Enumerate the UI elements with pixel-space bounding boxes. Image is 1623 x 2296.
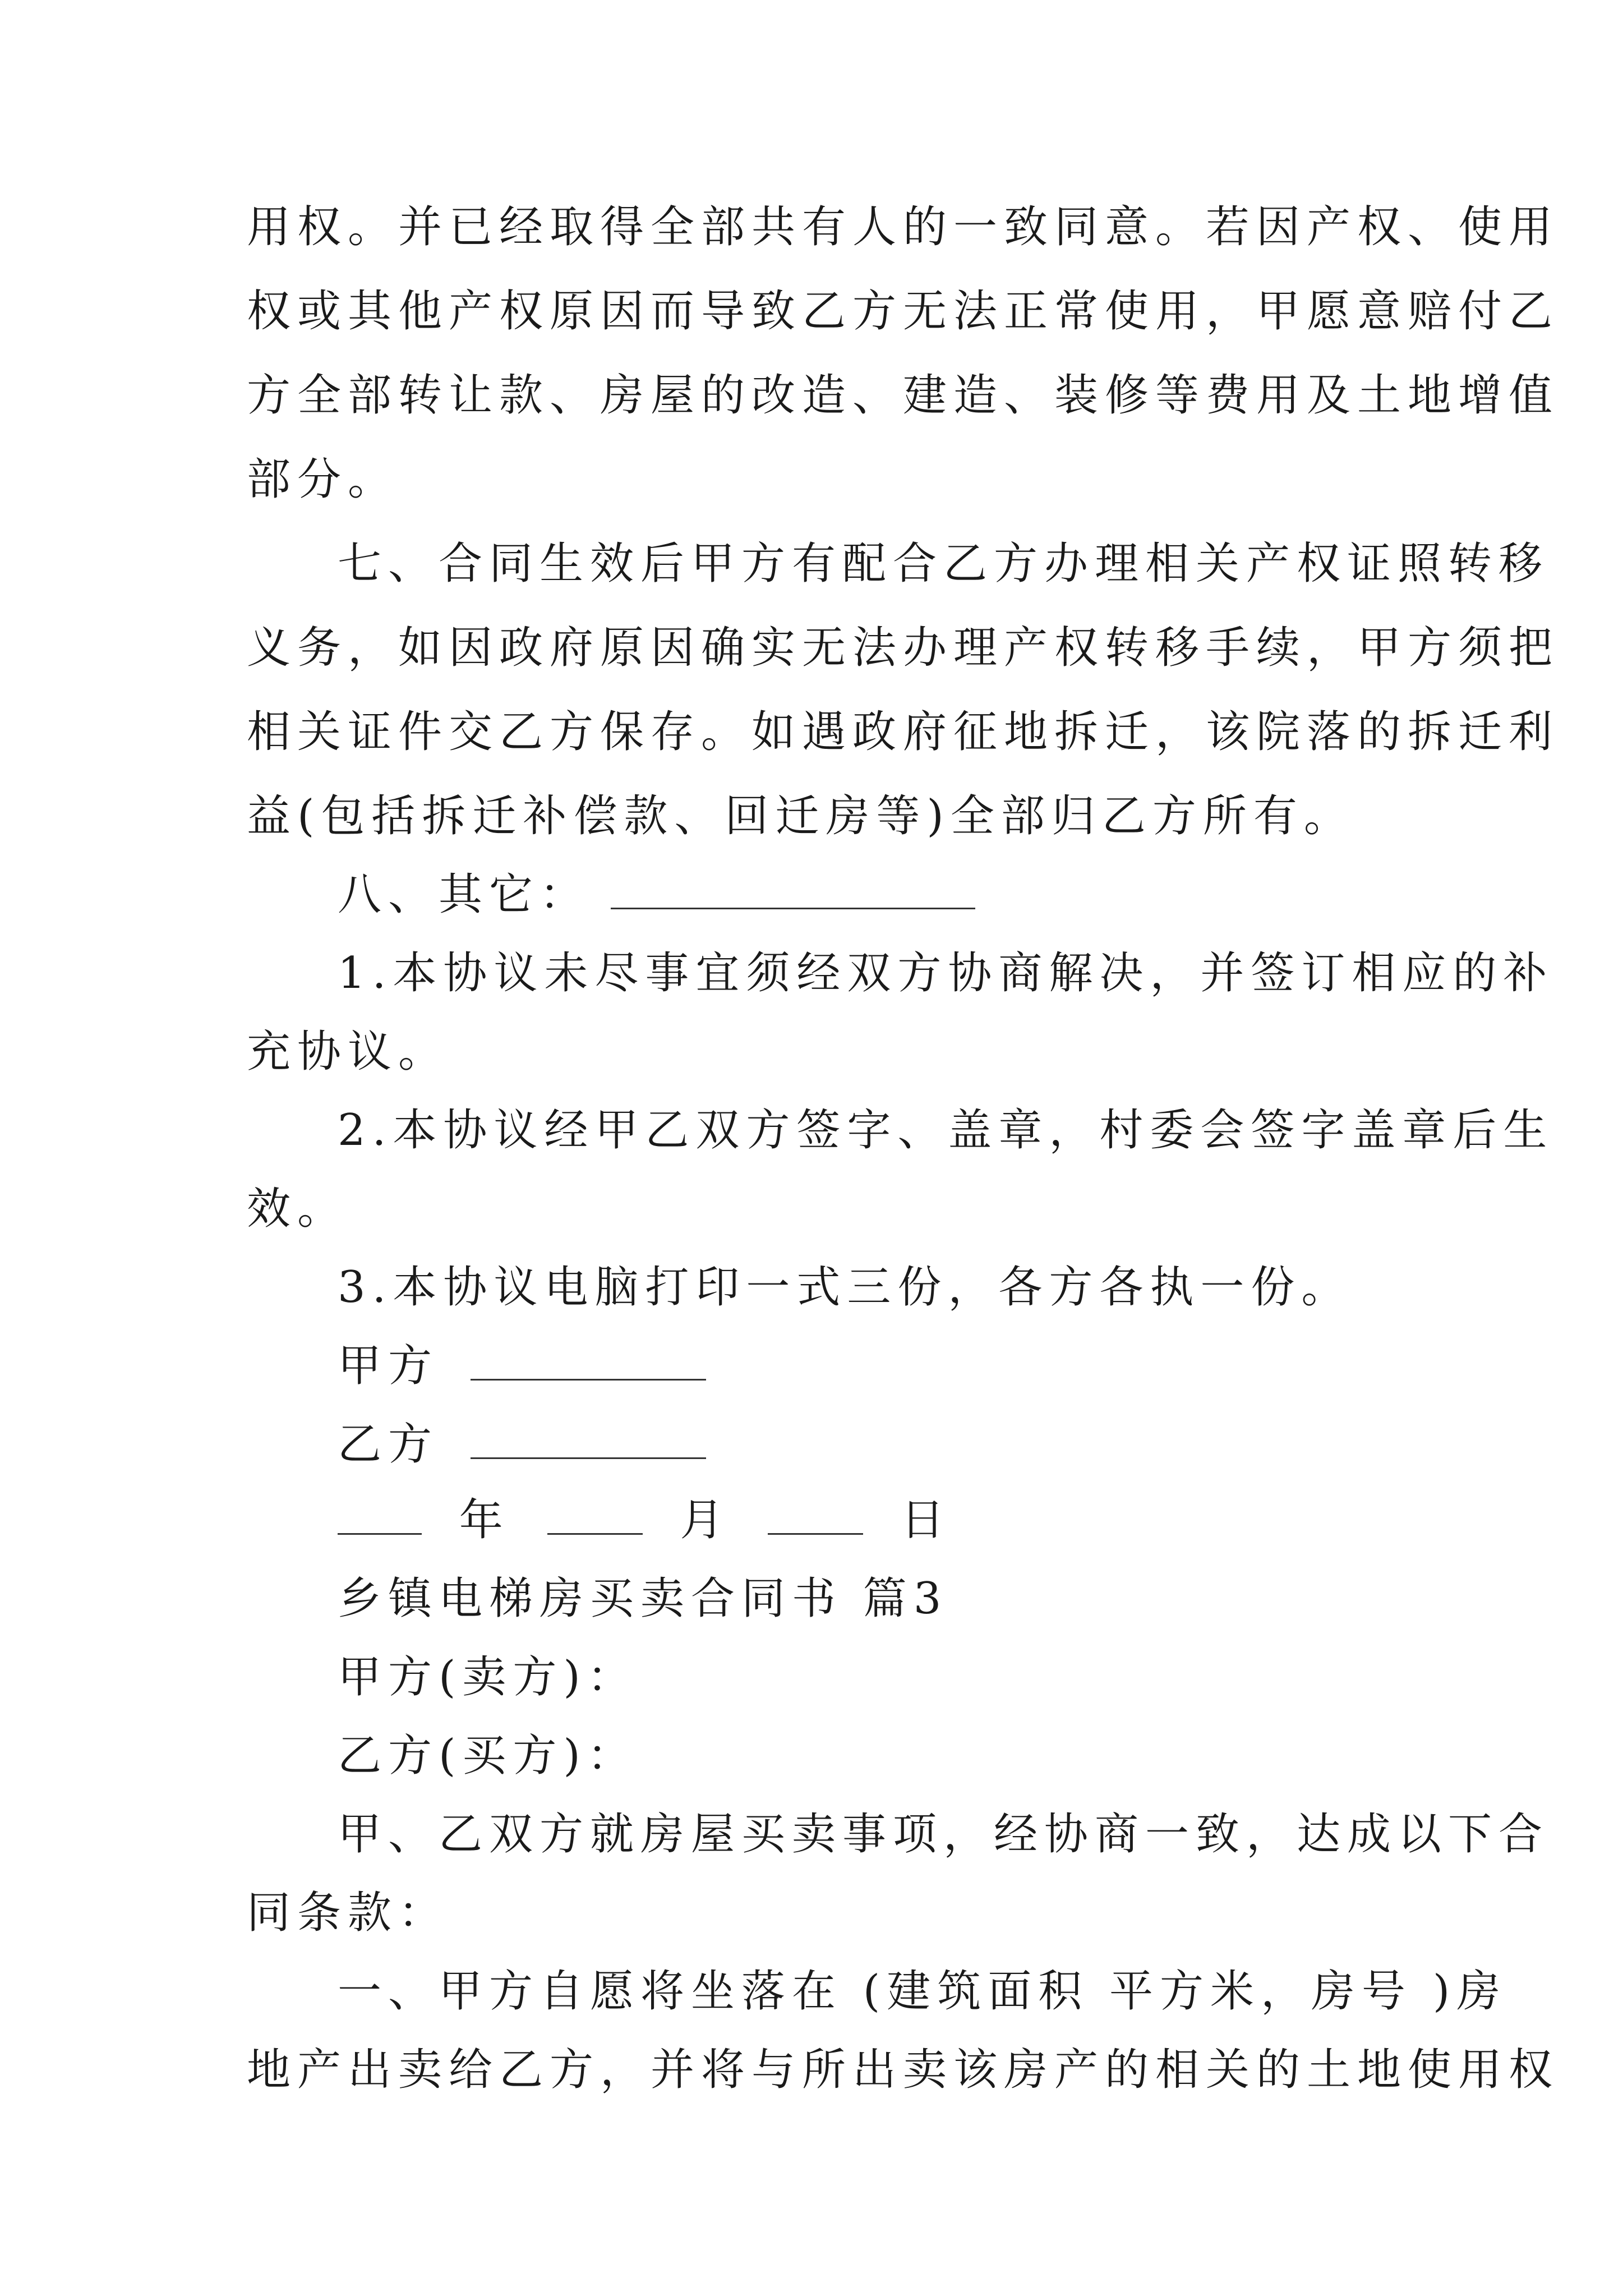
text-line: 同条款： xyxy=(247,1888,449,1938)
text-line: 乙方(买方)： xyxy=(338,1731,638,1781)
party-a-blank[interactable] xyxy=(471,1340,706,1381)
text-line: 2.本协议经甲乙双方签字、盖章，村委会签字盖章后生 xyxy=(338,1105,1554,1156)
party-b-label: 乙方 xyxy=(338,1419,439,1470)
month-blank[interactable] xyxy=(547,1494,643,1535)
text-line: 充协议。 xyxy=(247,1027,449,1077)
section-heading: 乡镇电梯房买卖合同书 篇3 xyxy=(338,1573,948,1624)
year-label: 年 xyxy=(459,1495,510,1545)
text-line: 方全部转让款、房屋的改造、建造、装修等费用及土地增值 xyxy=(247,370,1560,421)
text-line: 效。 xyxy=(247,1184,348,1234)
day-blank[interactable] xyxy=(768,1494,863,1535)
date-line xyxy=(338,1492,1482,1548)
blank-line[interactable] xyxy=(611,868,975,909)
year-blank[interactable] xyxy=(338,1494,422,1535)
party-a-label: 甲方 xyxy=(338,1341,439,1391)
text-line: 益(包括拆迁补偿款、回迁房等)全部归乙方所有。 xyxy=(247,791,1354,841)
text-line: 部分。 xyxy=(247,454,399,505)
text-line: 地产出卖给乙方，并将与所出卖该房产的相关的土地使用权 xyxy=(247,2045,1560,2095)
party-a-signature xyxy=(338,1338,1482,1394)
text-line: 甲、乙双方就房屋买卖事项，经协商一致，达成以下合 xyxy=(338,1809,1550,1860)
clause-eight-label: 八、其它： xyxy=(338,869,591,920)
text-line: 用权。并已经取得全部共有人的一致同意。若因产权、使用 xyxy=(247,202,1560,252)
party-b-blank[interactable] xyxy=(471,1418,706,1459)
text-line: 权或其他产权原因而导致乙方无法正常使用，甲愿意赔付乙 xyxy=(247,286,1560,337)
text-line: 义务，如因政府原因确实无法办理产权转移手续，甲方须把 xyxy=(247,623,1560,673)
text-line: 3.本协议电脑打印一式三份，各方各执一份。 xyxy=(338,1262,1352,1313)
text-line: 相关证件交乙方保存。如遇政府征地拆迁，该院落的拆迁利 xyxy=(247,707,1560,757)
text-line: 1.本协议未尽事宜须经双方协商解决，并签订相应的补 xyxy=(338,948,1554,999)
text-line: 甲方(卖方)： xyxy=(338,1652,638,1703)
text-line: 七、合同生效后甲方有配合乙方办理相关产权证照转移 xyxy=(338,539,1550,589)
party-b-signature xyxy=(338,1416,1482,1473)
text-line: 一、甲方自愿将坐落在 (建筑面积 平方米，房号 )房 xyxy=(338,1966,1507,2017)
day-label: 日 xyxy=(901,1495,952,1545)
month-label: 月 xyxy=(680,1495,731,1545)
clause-eight xyxy=(338,867,1482,923)
